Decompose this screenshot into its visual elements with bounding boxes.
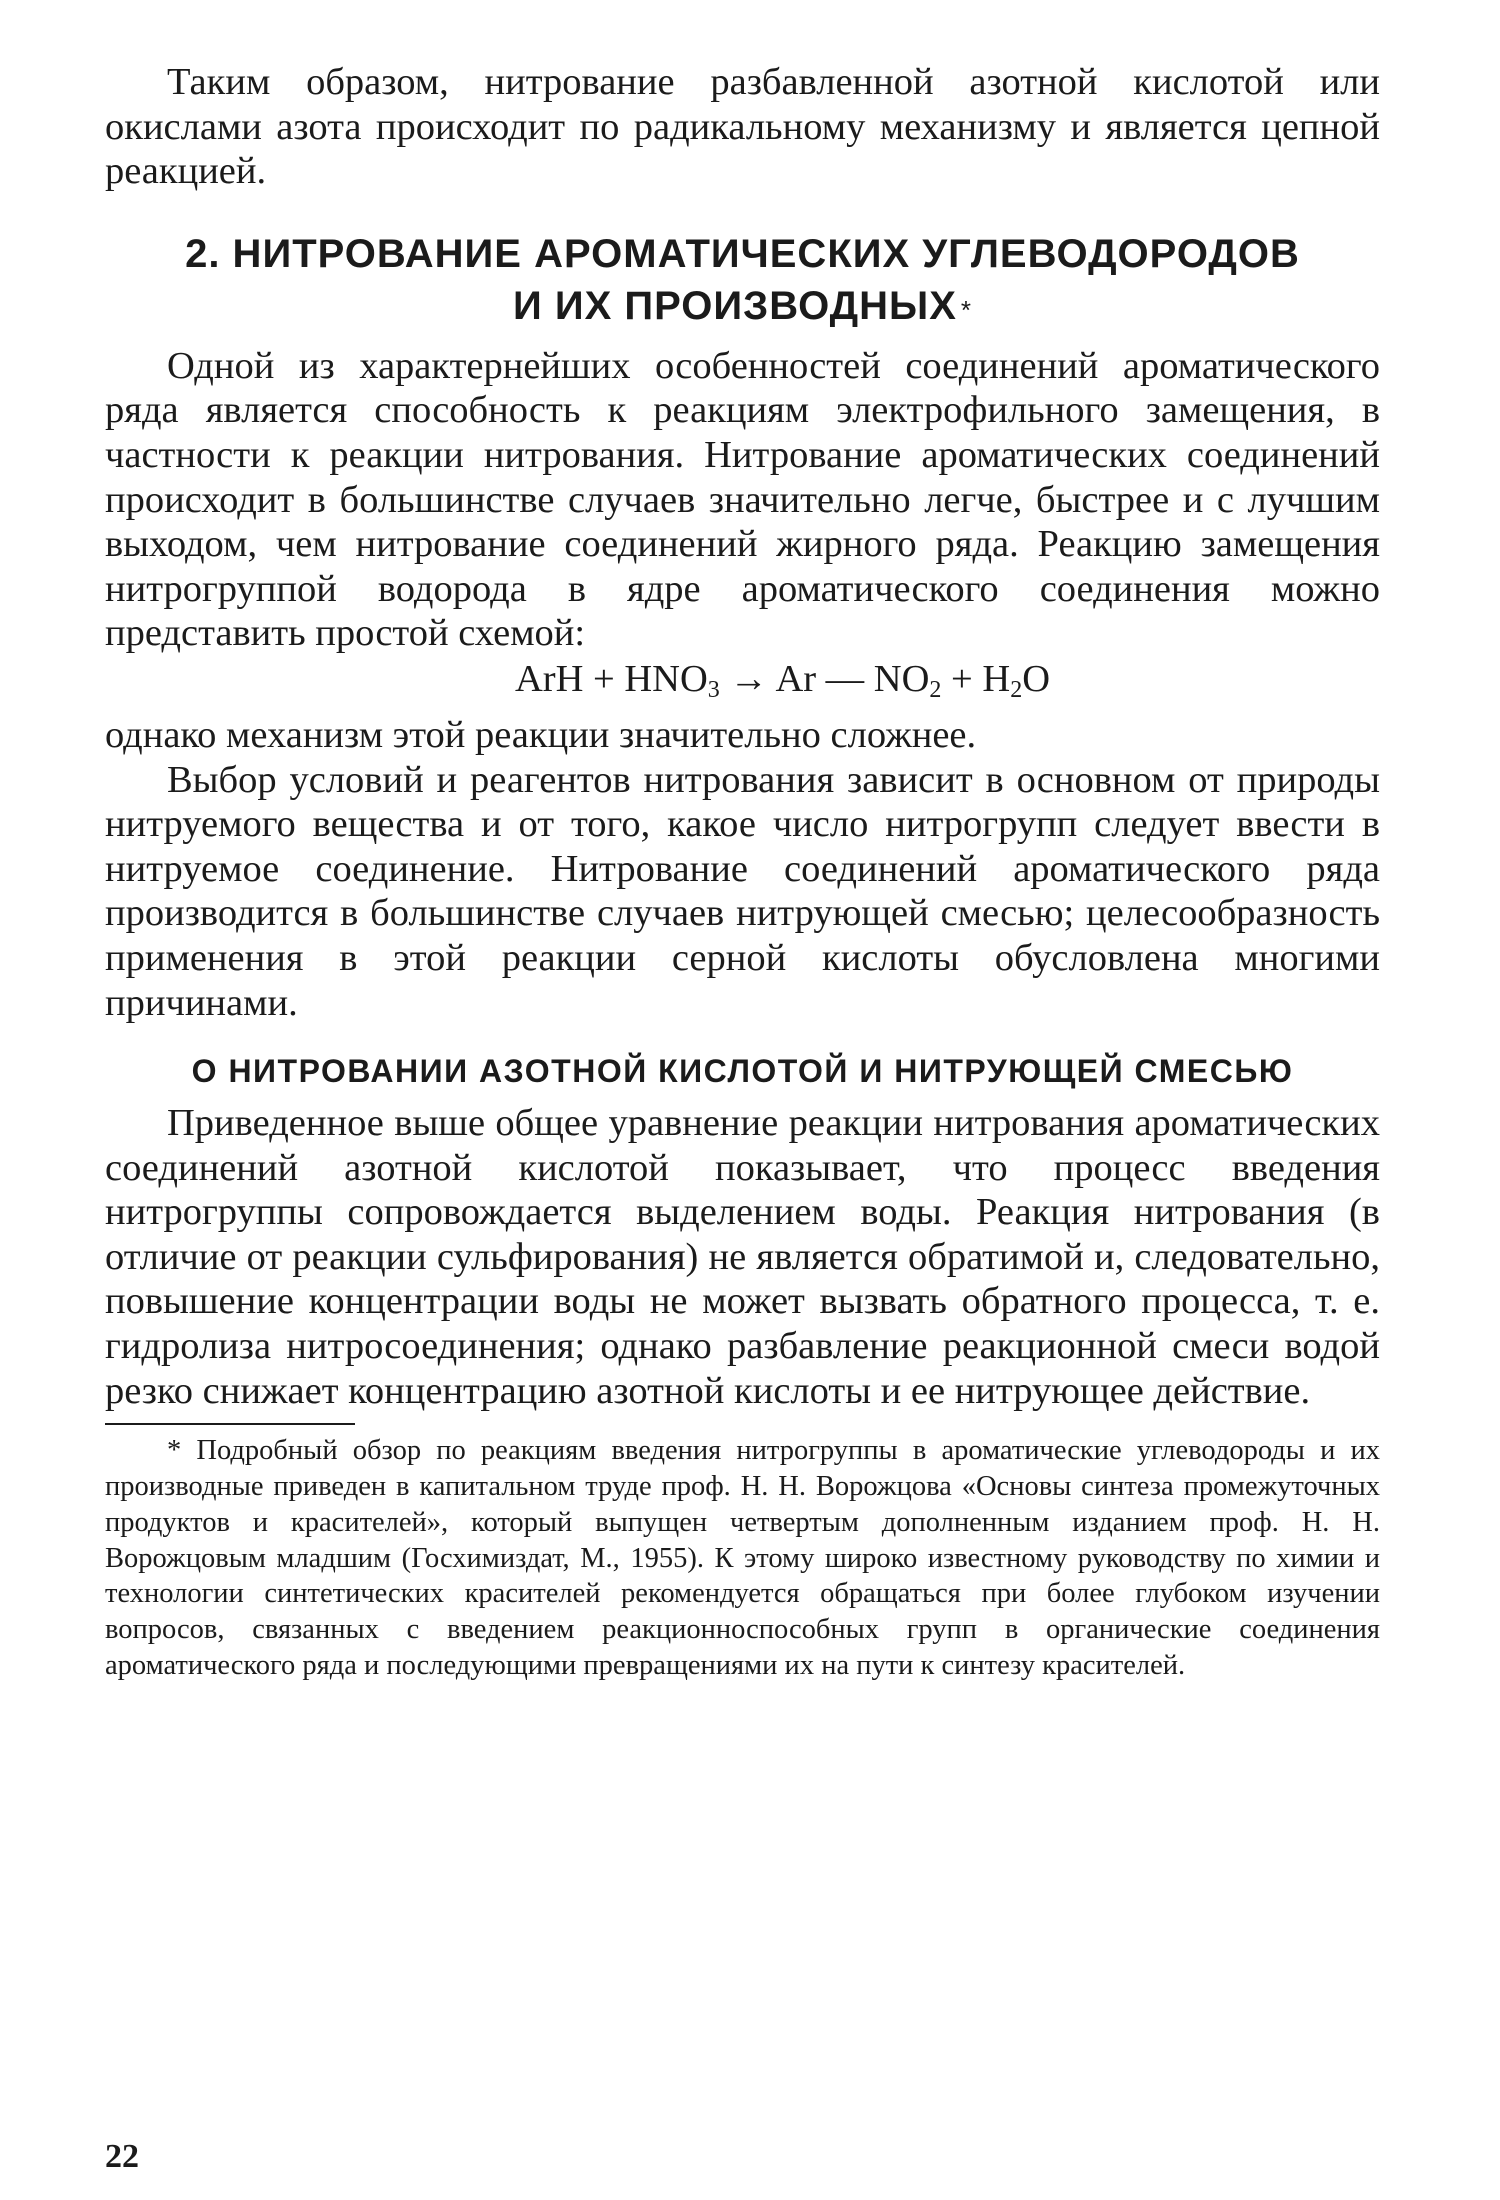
- paragraph-conditions: Выбор условий и реагентов нитрования зависит в основном от природы нитруемого вещества и от того, какое число нитрогрупп следует ввести в нитруемое соединение. Нитрование соединений ароматического ряда производится в большинстве случаев нитрующей смесью; целесообразность применения в этой реакции серной кислоты обусловлена многими причинами.: [105, 758, 1380, 1024]
- footnote-divider: [105, 1423, 355, 1425]
- eq-product-o: O: [1022, 657, 1051, 700]
- eq-subscript-2a: 2: [929, 676, 942, 703]
- eq-product-arno2: Ar — NO: [775, 657, 930, 700]
- paragraph-intro: Таким образом, нитрование разбавленной азотной кислотой или окислами азота происходит по радикальному механизму и является цепной реакцией.: [105, 61, 1380, 193]
- footnote-marker: *: [960, 294, 973, 325]
- section-heading: [105, 228, 1380, 332]
- section-heading-line2: [105, 280, 1380, 332]
- section-heading-line1: 2. НИТРОВАНИЕ АРОМАТИЧЕСКИХ УГЛЕВОДОРОДОВ: [185, 231, 1300, 276]
- eq-arrow: →: [719, 657, 776, 700]
- eq-product-h: H: [982, 657, 1011, 700]
- eq-subscript-3: 3: [707, 676, 720, 703]
- eq-plus-1: +: [583, 657, 625, 700]
- footnote-text: * Подробный обзор по реакциям введения нитрогруппы в ароматические углеводороды и их производные приведен в капитальном труде проф. Н. Н. Ворожцова «Основы синтеза промежуточных продуктов и красителей», который выпущен четвертым дополненным изданием проф. Н. Н. Ворожцовым младшим (Госхимиздат, М., 1955). К этому широко известному руководству по химии и технологии синтетических красителей рекомендуется обращаться при более глубоком изучении вопросов, связанных с введением реакционноспособных групп в органические соединения ароматического ряда и последующими превращениями их на пути к синтезу красителей.: [105, 1435, 1380, 1682]
- eq-subscript-2b: 2: [1010, 676, 1023, 703]
- paragraph-mechanism-note: однако механизм этой реакции значительно сложнее.: [105, 713, 977, 756]
- section-heading-text: И ИХ ПРОИЗВОДНЫХ: [512, 283, 957, 328]
- reaction-equation: [105, 656, 1380, 713]
- eq-reactant-hno3: HNO: [624, 657, 708, 700]
- paragraph-nitric-acid: Приведенное выше общее уравнение реакции нитрования ароматических соединений азотной кислотой показывает, что процесс введения нитрогруппы сопровождается выделением воды. Реакция нитрования (в отличие от реакции сульфирования) не является обратимой и, следовательно, повышение концентрации воды не может вызвать обратного процесса, т. е. гидролиза нитросоединения; однако разбавление реакционной смеси водой резко снижает концентрацию азотной кислоты и ее нитрующее действие.: [105, 1102, 1380, 1412]
- subsection-heading: О НИТРОВАНИИ АЗОТНОЙ КИСЛОТОЙ И НИТРУЮЩЕЙ СМЕСЬЮ: [191, 1053, 1294, 1090]
- eq-plus-2: +: [941, 657, 983, 700]
- eq-reactant-arh: ArH: [514, 657, 584, 700]
- page-number: 22: [105, 2138, 139, 2175]
- paragraph-aromatic-properties: Одной из характернейших особенностей соединений ароматического ряда является способность к реакциям электрофильного замещения, в частности к реакции нитрования. Нитрование ароматических соединений происходит в большинстве случаев значительно легче, быстрее и с лучшим выходом, чем нитрование соединений жирного ряда. Реакцию замещения нитрогруппой водорода в ядре ароматического соединения можно представить простой схемой:: [105, 344, 1380, 655]
- page-body: [105, 60, 1380, 1684]
